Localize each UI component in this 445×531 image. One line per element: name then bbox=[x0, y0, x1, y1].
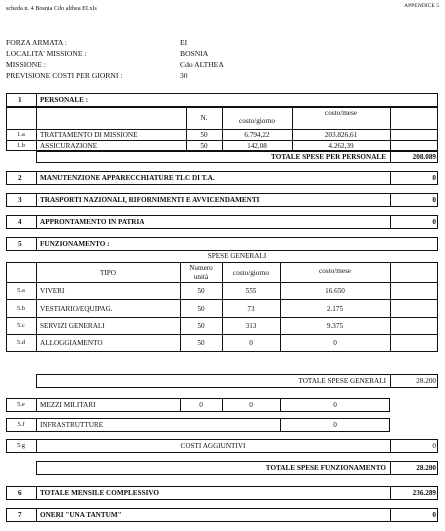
meta-label-previsione: PREVISIONE COSTI PER GIORNI : bbox=[6, 71, 123, 80]
section-7-title: ONERI "UNA TANTUM" bbox=[40, 511, 122, 519]
file-name: scheda n. 4 Bosnia Cdo althea EI.xls bbox=[6, 5, 97, 12]
row-costo-mese: 0 bbox=[333, 401, 337, 409]
section-6-title: TOTALE MENSILE COMPLESSIVO bbox=[40, 489, 160, 497]
section-3-number: 3 bbox=[18, 196, 22, 204]
section-1-number: 1 bbox=[18, 96, 22, 104]
row-costo-mese: 16.650 bbox=[325, 287, 345, 295]
row-code: 5.d bbox=[17, 339, 25, 346]
row-code: 1.b bbox=[17, 142, 25, 149]
row-costo-mese: 9.375 bbox=[326, 322, 344, 330]
col-header-costo-mese: costo/mese bbox=[325, 109, 357, 117]
section-6-value: 236.289 bbox=[412, 489, 436, 497]
row-n: 50 bbox=[197, 322, 205, 330]
row-label: MEZZI MILITARI bbox=[40, 401, 96, 409]
section-6-number: 6 bbox=[18, 489, 22, 497]
row-label: INFRASTRUTTURE bbox=[40, 421, 104, 429]
row-code: 1.a bbox=[17, 131, 25, 138]
meta-value-previsione: 30 bbox=[180, 71, 188, 80]
row-n: 50 bbox=[197, 287, 205, 295]
section-3-value: 0 bbox=[432, 196, 436, 204]
row-n: 50 bbox=[197, 339, 205, 347]
row-label: VESTIARIO/EQUIPAG. bbox=[40, 305, 113, 313]
row-n: 0 bbox=[199, 401, 203, 409]
section-5-total-value: 28.200 bbox=[416, 464, 436, 472]
row-label: SERVIZI GENERALI bbox=[40, 322, 105, 330]
col-header-tipo: TIPO bbox=[100, 269, 116, 277]
section-1-total-label: TOTALE SPESE PER PERSONALE bbox=[271, 153, 386, 161]
row-code: 5.b bbox=[17, 305, 25, 312]
row-code: 5.g bbox=[17, 442, 25, 449]
row-costo-giorno: 555 bbox=[245, 287, 257, 295]
row-code: 5.f bbox=[17, 421, 25, 428]
meta-label-forza: FORZA ARMATA : bbox=[6, 38, 67, 47]
spese-generali-total-label: TOTALE SPESE GENERALI bbox=[298, 377, 386, 385]
row-costo-mese: 0 bbox=[333, 421, 337, 429]
section-5-total-label: TOTALE SPESE FUNZIONAMENTO bbox=[265, 464, 386, 472]
row-label: TRATTAMENTO DI MISSIONE bbox=[40, 131, 138, 139]
section-1-title: PERSONALE : bbox=[40, 96, 89, 104]
col-header-n: N. bbox=[200, 114, 208, 122]
row-costo-mese: 4.262,39 bbox=[328, 142, 354, 150]
row-code: 5.c bbox=[17, 322, 25, 329]
row-label: VIVERI bbox=[40, 287, 65, 295]
section-4-number: 4 bbox=[18, 218, 22, 226]
meta-label-localita: LOCALITA' MISSIONE : bbox=[6, 49, 87, 58]
row-n: 50 bbox=[197, 305, 205, 313]
section-4-title: APPRONTAMENTO IN PATRIA bbox=[40, 218, 145, 226]
section-2-number: 2 bbox=[18, 174, 22, 182]
section-2-title: MANUTENZIONE APPARECCHIATURE TLC DI T.A. bbox=[40, 174, 215, 182]
section-4-value: 0 bbox=[432, 218, 436, 226]
row-costo-mese: 203.826,61 bbox=[324, 131, 358, 139]
row-costo-giorno: 0 bbox=[249, 339, 253, 347]
row-code: 5.a bbox=[17, 287, 25, 294]
col-header-numero: Numero bbox=[189, 264, 213, 272]
section-5-number: 5 bbox=[18, 240, 22, 248]
meta-value-forza: EI bbox=[180, 38, 188, 47]
row-costo-giorno: 313 bbox=[245, 322, 257, 330]
row-label: ALLOGGIAMENTO bbox=[40, 339, 103, 347]
meta-label-missione: MISSIONE : bbox=[6, 60, 46, 69]
spese-generali-total-value: 28.200 bbox=[416, 377, 436, 385]
col-header-costo-giorno: costo/giorno bbox=[239, 117, 275, 125]
row-costo-giorno: 142,08 bbox=[247, 142, 267, 150]
row-costo-giorno: 6.794,22 bbox=[244, 131, 270, 139]
section-1-total-value: 208.089 bbox=[412, 153, 436, 161]
col-header-costo-mese: costo/mese bbox=[319, 267, 351, 275]
row-costo-giorno: 73 bbox=[247, 305, 255, 313]
row-costo-giorno: 0 bbox=[249, 401, 253, 409]
row-label: ASSICURAZIONE bbox=[40, 142, 98, 150]
meta-value-missione: Cdo ALTHEA bbox=[180, 60, 224, 69]
section-2-value: 0 bbox=[432, 174, 436, 182]
row-n: 50 bbox=[200, 131, 208, 139]
spese-generali-heading: SPESE GENERALI bbox=[207, 252, 267, 260]
col-header-unita: unità bbox=[193, 273, 209, 281]
row-n: 50 bbox=[200, 142, 208, 150]
row-costo-mese: 2.175 bbox=[326, 305, 344, 313]
section-3-title: TRASPORTI NAZIONALI, RIFORNIMENTI E AVVICENDAMENTI bbox=[40, 196, 260, 204]
section-7-number: 7 bbox=[18, 511, 22, 519]
meta-value-localita: BOSNIA bbox=[180, 49, 209, 58]
row-costo-mese: 0 bbox=[333, 339, 337, 347]
appendix-label: APPENDICE 5 bbox=[404, 3, 439, 9]
costi-aggiuntivi-label: COSTI AGGIUNTIVI bbox=[180, 442, 246, 450]
row-code: 5.e bbox=[17, 401, 25, 408]
costi-aggiuntivi-value: 0 bbox=[432, 442, 436, 450]
section-5-title: FUNZIONAMENTO : bbox=[40, 240, 110, 248]
col-header-costo-giorno: costo/giorno bbox=[233, 269, 269, 277]
section-7-value: 0 bbox=[432, 511, 436, 519]
